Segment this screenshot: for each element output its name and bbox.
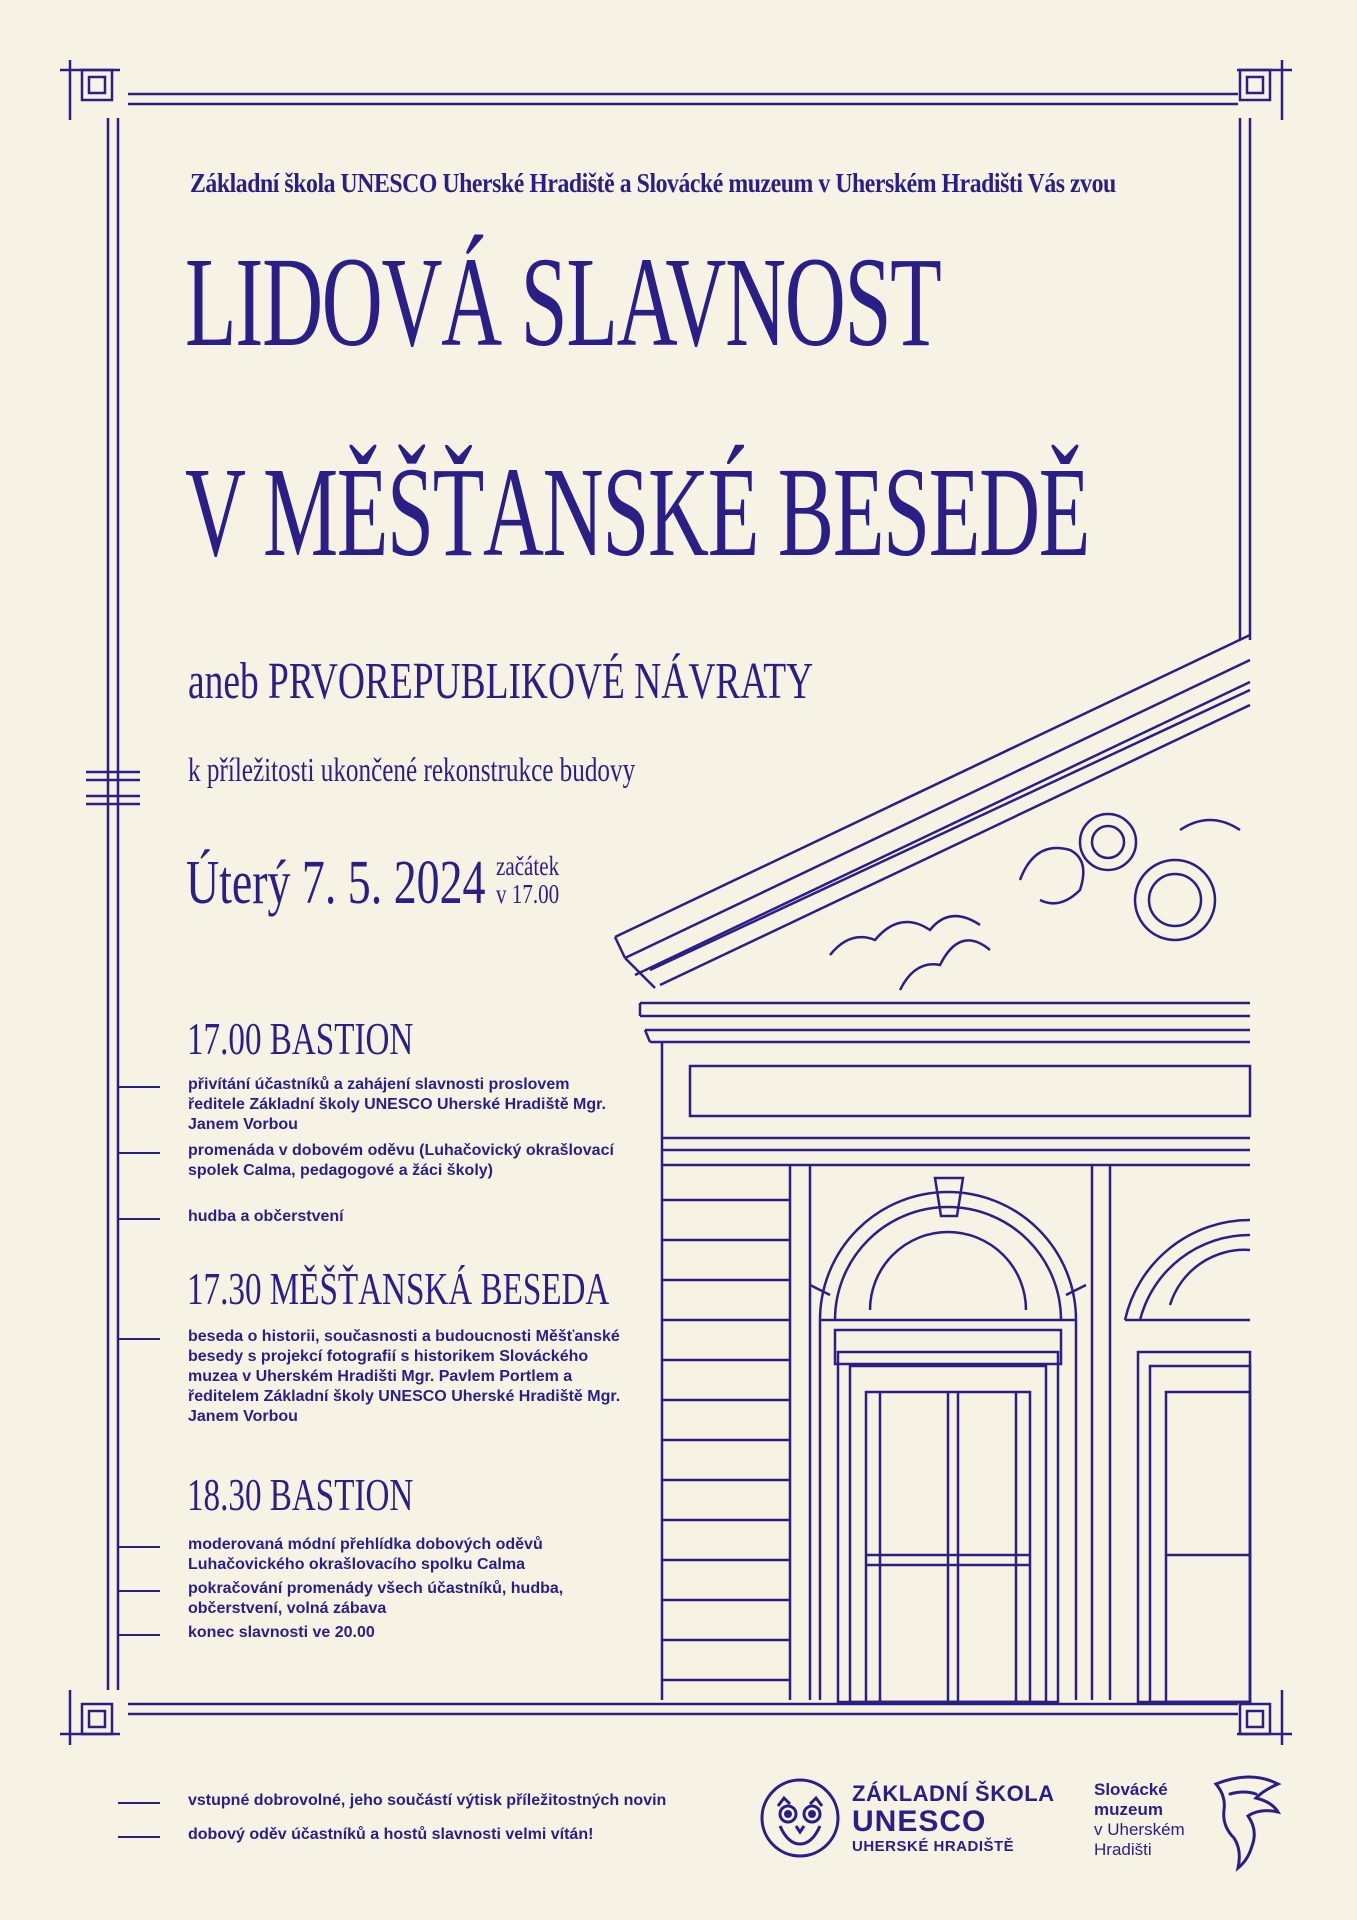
start-time: [496, 852, 559, 908]
bullet-dash: [118, 1836, 160, 1838]
title-line-1: LIDOVÁ SLAVNOST: [185, 231, 941, 373]
program-heading: 18.30 BASTION: [187, 1469, 414, 1520]
program-item: beseda o historii, současnosti a budoucnosti Měšťanské besedy s projekcí fotografií s historikem Slováckého muzea v Uherském Hradišti Mgr. Pavlem Portlem a ředitelem Základní školy UNESCO Uherské Hradiště Mgr. Janem Vorbou: [188, 1328, 621, 1425]
school-owl-logo-icon: [758, 1776, 842, 1860]
program-item: pokračování promenády všech účastníků, hudba, občerstvení, volná zábava: [188, 1580, 564, 1617]
subtitle: aneb PRVOREPUBLIKOVÉ NÁVRATY: [188, 653, 814, 710]
event-date: Úterý 7. 5. 2024: [186, 849, 486, 917]
start-time-value: v 17.00: [496, 879, 560, 909]
program-heading: 17.30 MĚŠŤANSKÁ BESEDA: [187, 1263, 610, 1314]
bullet-dash: [118, 1338, 160, 1340]
museum-logo-icon: [1196, 1766, 1286, 1876]
museum-name: [1094, 1780, 1185, 1860]
bullet-dash: [118, 1546, 160, 1548]
school-name: [852, 1783, 1055, 1854]
invitation-line: Základní škola UNESCO Uherské Hradiště a Slovácké muzeum v Uherském Hradišti Vás zvou: [190, 168, 1116, 198]
bullet-dash: [118, 1634, 160, 1636]
bullet-dash: [118, 1218, 160, 1220]
bullet-dash: [118, 1590, 160, 1592]
museum-line-3: v Uherském: [1094, 1820, 1185, 1839]
museum-line-4: Hradišti: [1094, 1840, 1152, 1859]
program-item: promenáda v dobovém oděvu (Luhačovický okrašlovací spolek Calma, pedagogové a žáci školy): [188, 1142, 614, 1179]
school-line-2: UNESCO: [852, 1805, 987, 1838]
bullet-dash: [118, 1086, 160, 1088]
program-item: moderovaná módní přehlídka dobových oděvů Luhačovického okrašlovacího spolku Calma: [188, 1536, 543, 1573]
program-item: přivítání účastníků a zahájení slavnosti proslovem ředitele Základní školy UNESCO Uherské Hradiště Mgr. Janem Vorbou: [188, 1076, 606, 1133]
bullet-dash: [118, 1152, 160, 1154]
program-heading: 17.00 BASTION: [187, 1013, 414, 1064]
bullet-dash: [118, 1802, 160, 1804]
start-label: začátek: [496, 851, 560, 881]
footer-note: vstupné dobrovolné, jeho součástí výtisk příležitostných novin: [188, 1792, 667, 1809]
title-line-2: V MĚŠŤANSKÉ BESEDĚ: [185, 441, 1090, 583]
program-item: konec slavnosti ve 20.00: [188, 1624, 375, 1641]
museum-line-2: muzeum: [1094, 1800, 1163, 1819]
museum-line-1: Slovácké: [1094, 1780, 1168, 1799]
school-line-1: ZÁKLADNÍ ŠKOLA: [852, 1781, 1055, 1806]
building-illustration: [615, 635, 1250, 1702]
occasion: k příležitosti ukončené rekonstrukce budovy: [188, 752, 636, 789]
footer-note: dobový oděv účastníků a hostů slavnosti velmi vítán!: [188, 1826, 594, 1843]
school-line-3: UHERSKÉ HRADIŠTĚ: [852, 1838, 1015, 1855]
program-item: hudba a občerstvení: [188, 1208, 344, 1225]
